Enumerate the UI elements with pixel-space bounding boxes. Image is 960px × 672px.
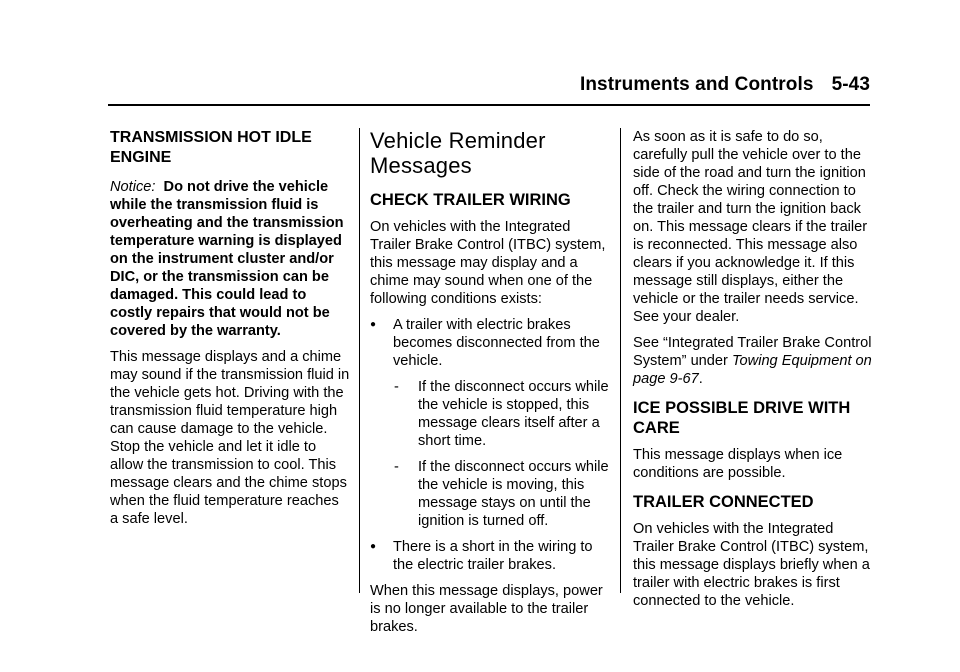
dash-icon: - bbox=[394, 459, 399, 475]
list-item: - If the disconnect occurs while the vehicle is stopped, this message clears itself after a short time. bbox=[394, 379, 609, 449]
check-trailer-continued: As soon as it is safe to do so, carefully pull the vehicle over to the side of the road and turn the ignition off. Check the wiring connection to the trailer and turn the ignition back on. This message clears if the trailer is reconnected. This message also clears if you acknowledge it. If this message still displays, either the vehicle or the trailer needs service. See your dealer. bbox=[633, 129, 868, 325]
notice-text: Do not drive the vehicle while the transmission fluid is overheating and the transmission temperature warning is displayed on the instrument cluster and/or DIC, or the transmission can be damaged. This could lead to costly repairs that would not be covered by the warranty. bbox=[110, 179, 344, 339]
list-item: ● A trailer with electric brakes becomes disconnected from the vehicle. bbox=[370, 317, 600, 369]
column-divider bbox=[620, 128, 621, 593]
section-title: Instruments and Controls bbox=[579, 74, 814, 95]
transmission-body: This message displays and a chime may sound if the transmission fluid in the vehicle gets hot. Driving with the transmission fluid temperature high can cause damage to the vehicle. Stop the vehicle and let it idle to allow the transmission to cool. This message clears and the chime stops when the fluid temperature reaches a safe level. bbox=[110, 349, 350, 527]
column-1 bbox=[110, 128, 350, 536]
check-trailer-heading: CHECK TRAILER WIRING bbox=[370, 191, 571, 209]
cross-reference-link[interactable]: Towing Equipment on page 9-67 bbox=[633, 353, 872, 387]
notice-label: Notice: bbox=[110, 179, 156, 195]
list-item: - If the disconnect occurs while the vehicle is moving, this message stays on until the ignition is turned off. bbox=[394, 459, 609, 529]
bullet-icon: ● bbox=[370, 541, 377, 552]
header-rule bbox=[108, 104, 870, 106]
dash-icon: - bbox=[394, 379, 399, 395]
column-2 bbox=[370, 128, 610, 644]
trailer-connected-body: On vehicles with the Integrated Trailer Brake Control (ITBC) system, this message displays briefly when a trailer with electric brakes is first connected to the vehicle. bbox=[633, 521, 870, 609]
notice-paragraph bbox=[110, 178, 350, 340]
see-reference: See “Integrated Trailer Brake Control System” under Towing Equipment on page 9-67. bbox=[633, 335, 872, 387]
running-header bbox=[570, 74, 870, 96]
column-divider bbox=[359, 128, 360, 593]
ice-body: This message displays when ice conditions are possible. bbox=[633, 447, 843, 481]
section-heading: Vehicle Reminder Messages bbox=[370, 128, 546, 178]
bullet-icon: ● bbox=[370, 319, 377, 330]
column-3 bbox=[633, 128, 873, 618]
check-trailer-intro: On vehicles with the Integrated Trailer Brake Control (ITBC) system, this message may display and a chime may sound when one of the following conditions exists: bbox=[370, 219, 606, 307]
list-item: ● There is a short in the wiring to the electric trailer brakes. bbox=[370, 539, 593, 573]
page-number: 5-43 bbox=[831, 74, 870, 95]
ice-heading: ICE POSSIBLE DRIVE WITH CARE bbox=[633, 399, 851, 437]
trailer-connected-heading: TRAILER CONNECTED bbox=[633, 493, 814, 511]
transmission-hot-heading: TRANSMISSION HOT IDLE ENGINE bbox=[110, 129, 312, 166]
check-trailer-closing: When this message displays, power is no longer available to the trailer brakes. bbox=[370, 583, 603, 635]
